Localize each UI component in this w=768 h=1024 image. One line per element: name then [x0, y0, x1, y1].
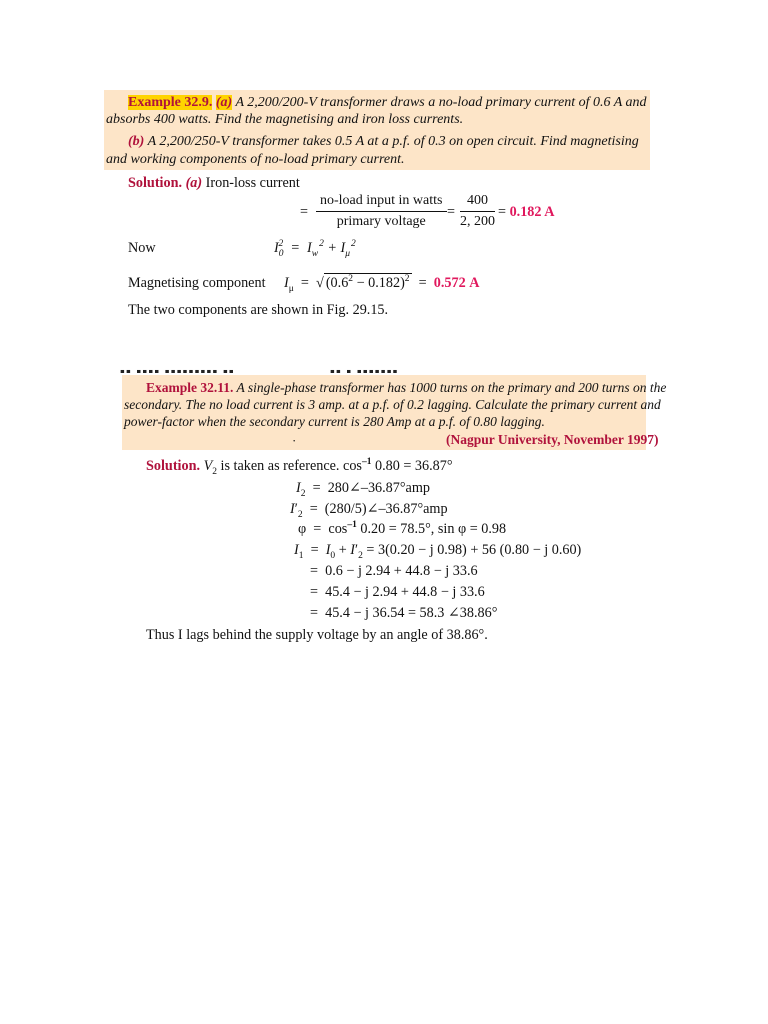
- current-relation-equation: $I_0^2 = I_w^2 + I_\mu^2$: [274, 239, 356, 259]
- eq-i2-prime: $I'_2$ = (280/5)∠–36.87°amp: [290, 501, 448, 520]
- iron-loss-den-value: 2, 200: [460, 214, 495, 229]
- iron-loss-numeric-fraction: [460, 193, 495, 230]
- sqrt-expression: √ $(0.6^2 - 0.182)^2$: [316, 274, 410, 291]
- now-label: Now: [128, 240, 156, 256]
- sqrt-mid: − 0.182): [353, 275, 405, 291]
- v2-symbol: V: [203, 458, 213, 474]
- components-note: The two components are shown in Fig. 29.15.: [128, 302, 389, 318]
- eq-i1-rhs: 3(0.20 − j 0.98) + 56 (0.80 − j 0.60): [377, 542, 582, 558]
- stray-mark: ·: [292, 433, 297, 448]
- example-32-11-number: Example 32.11.: [146, 380, 234, 395]
- iron-loss-fraction: [316, 193, 447, 230]
- iron-loss-text: Iron-loss current: [202, 175, 300, 191]
- example-32-9-line-4: and working components of no-load primary current.: [106, 152, 405, 167]
- eq-step-2: = 45.4 − j 2.94 + 44.8 − j 33.6: [310, 584, 485, 600]
- example-32-11-line-2: secondary. The no load current is 3 amp. at a p.f. of 0.2 lagging. Calculate the primary current and: [124, 397, 661, 412]
- iron-loss-num-value: 400: [460, 193, 495, 212]
- eq-phi: $\varphi = \cos^{-1} 0.20 = 78.5^\circ$, sin φ = 0.98: [298, 520, 507, 537]
- iron-loss-equals: =: [300, 204, 309, 220]
- iron-loss-equals-3: =: [498, 204, 507, 220]
- eq-i2: $I_2$ = 280∠–36.87°amp: [296, 480, 430, 499]
- iron-loss-result: [498, 204, 555, 221]
- solution-label: Solution.: [128, 175, 183, 191]
- source-attribution: (Nagpur University, November 1997): [446, 432, 659, 447]
- example-32-9-number: Example 32.9.: [128, 95, 213, 110]
- magnetising-label: Magnetising component: [128, 275, 266, 291]
- eq-i2-rhs: 280∠–36.87°amp: [327, 480, 430, 496]
- iron-loss-equals-2: =: [447, 204, 456, 220]
- intro-angle: 0.80 = 36.87°: [371, 458, 453, 474]
- eq-step-2-rhs: 45.4 − j 2.94 + 44.8 − j 33.6: [325, 584, 485, 600]
- solution-part-tag: (a): [185, 175, 203, 191]
- example-32-9-line-2: absorbs 400 watts. Find the magnetising and iron loss currents.: [106, 112, 464, 127]
- part-b-tag: (b): [128, 134, 145, 149]
- eq-i1: $I_1 = I_0 + I'_2 = 3(0.20 - j$ 0.98) + 56 (0.80 − j 0.60): [294, 542, 582, 561]
- sqrt-content: (0.6: [325, 275, 349, 291]
- example-32-9-line-3: [128, 133, 639, 150]
- iron-loss-frac-num: no-load input in watts: [316, 193, 447, 212]
- example-32-11-line-1: [146, 379, 666, 396]
- example-32-9-line-1: [128, 94, 647, 111]
- example-32-11-line-3: power-factor when the secondary current is 280 Amp at a p.f. of 0.80 lagging.: [124, 414, 545, 429]
- eq-step-3-rhs: 45.4 − j 36.54 = 58.3 ∠38.86°: [325, 605, 498, 621]
- clipped-text-fragment: ▪▪ ▪▪▪▪ ▪▪▪▪▪▪▪▪▪ ▪▪ ▪▪ ▪ ▪▪▪▪▪▪▪: [120, 365, 399, 373]
- magnetising-result: 0.572 A: [433, 275, 480, 291]
- eq-step-3: = 45.4 − j 36.54 = 58.3 ∠38.86°: [310, 605, 498, 621]
- solution-a-heading: [128, 175, 300, 192]
- intro-text: is taken as reference. cos: [216, 458, 362, 474]
- example-32-9-text-3: A 2,200/250-V transformer takes 0.5 A at a p.f. of 0.3 on open circuit. Find magnetising: [144, 134, 639, 149]
- iron-loss-frac-den: primary voltage: [336, 214, 426, 229]
- solution-2-intro: Solution. $V_2$ is taken as reference. $\cos^{-1} 0.80 = 36.87^\circ$: [146, 457, 453, 477]
- eq-step-1-rhs: 0.6 − j 2.94 + 44.8 − j 33.6: [325, 563, 478, 579]
- part-a-tag: (a): [215, 95, 233, 110]
- example-32-9-text-1: A 2,200/200-V transformer draws a no-load primary current of 0.6 A and: [232, 95, 647, 110]
- eq-phi-cos: cos: [328, 521, 348, 537]
- example-32-11-text-1: A single-phase transformer has 1000 turns on the primary and 200 turns on the: [233, 380, 667, 395]
- conclusion-text: Thus I lags behind the supply voltage by an angle of 38.86°.: [146, 627, 488, 643]
- eq-phi-rest: 0.20 = 78.5°, sin φ = 0.98: [356, 521, 507, 537]
- iron-loss-result-value: 0.182 A: [509, 204, 555, 220]
- magnetising-equation: $I_\mu$ = √ $(0.6^2 - 0.182)^2 = 0.572$ A: [284, 274, 480, 294]
- solution-2-label: Solution.: [146, 458, 201, 474]
- eq-step-1: = 0.6 − j 2.94 + 44.8 − j 33.6: [310, 563, 478, 579]
- eq-i2-prime-rhs: (280/5)∠–36.87°amp: [324, 501, 448, 517]
